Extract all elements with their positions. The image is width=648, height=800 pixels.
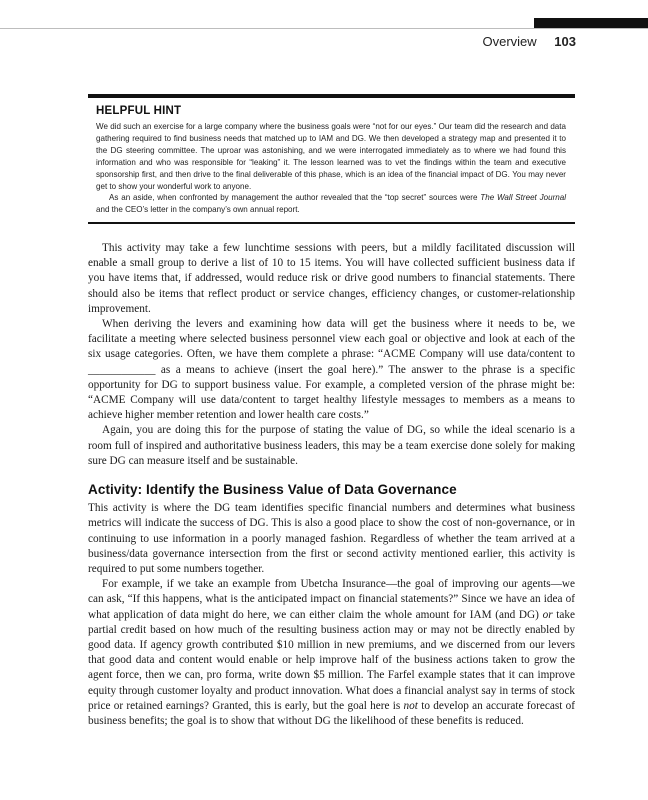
hint-title: HELPFUL HINT: [96, 105, 182, 117]
running-head: [482, 34, 576, 49]
body-text: take partial credit based on how much of the resulting business action may or may not be directly enabled by good data. If agency growth contributed $10 million in new premiums, and we discerned from our levers that good data and content would enable or help improve half of the business actions taken to grow the agent force, then we can, pro forma, write down $5 million. The Farfel example states that it can improve equity through customer loyalty and product innovation. What does a financial analyst say in terms of stock price or retained earnings? Granted, this is early, but the goal here is: [88, 608, 575, 712]
hint-text: As an aside, when confronted by management the author revealed that the “top secret” sources were: [109, 193, 481, 203]
hint-paragraph: We did such an exercise for a large company where the business goals were “not for our eyes.” Our team did the research and data gathering required to find business needs that matched up to IAM and DG. We then developed a strategy map and presented it to the DG steering committee. The uproar was astonishing, and we were interrogated immediately as to where we had found this information and who was responsible for “leaking” it. The lesson learned was to vet the findings within the team and executive sponsorship first, and then drive to the final deliverable of this phase, which is an idea of the financial impact of DG. You may never get to show your wonderful work to anyone.: [96, 122, 566, 191]
page-number: 103: [554, 34, 576, 49]
hint-paragraph: [96, 192, 566, 216]
hint-top-rule: [88, 94, 575, 98]
hint-body: [96, 121, 566, 216]
body-paragraph: [88, 577, 575, 729]
emphasis: or: [542, 608, 553, 621]
hint-bottom-rule: [88, 222, 575, 224]
header-accent-bar: [534, 18, 648, 28]
body-paragraph: This activity is where the DG team identifies specific financial numbers and determines what business metrics will indicate the success of DG. This is also a good place to show the cost of non-governance, or in continuing to use information in a poorly managed fashion. Regardless of whether the team arrived at a business/data governance intersection from the first or second activity mentioned earlier, this activity is required to put some numbers together.: [88, 502, 575, 576]
hint-text: and the CEO’s letter in the company’s own annual report.: [96, 205, 300, 215]
body-text: For example, if we take an example from Ubetcha Insurance—the goal of improving our agents—we can ask, “If this happens, what is the anticipated impact on financial statements?” Since we have an idea of what application of data might do here, we can either claim the whole amount for IAM (and DG): [88, 578, 575, 621]
helpful-hint-box: [88, 94, 575, 224]
body-text: to develop an accurate forecast of business benefits; the goal is to show that without DG the likelihood of these benefits is reduced.: [88, 699, 576, 728]
body-paragraph: When deriving the levers and examining how data will get the business where it needs to be, we facilitate a meeting where selected business personnel view each goal or objective and look at each of the six usage categories. Often, we have them complete a phrase: “ACME Company will use data/content to ____________ as a means to achieve (insert the goal here).” The answer to the phrase is a specific opportunity for DG to support business value. For example, a completed version of the phrase might be: “ACME Company will use data/content to target healthy lifestyle messages to members as a means to achieve higher member retention and lower health care costs.”: [88, 318, 575, 422]
body-paragraph: This activity may take a few lunchtime sessions with peers, but a mildly facilitated discussion will enable a small group to derive a list of 10 to 15 items. You will have collected sufficient business data if you have items that, if addressed, would reduce risk or drive good numbers to financial statements. There should also be items that reflect product or service changes, efficiency changes, or customer-relationship improvement.: [88, 242, 575, 315]
main-text: [88, 241, 575, 729]
section-title: Overview: [482, 34, 537, 49]
hint-citation: The Wall Street Journal: [480, 193, 566, 203]
body-paragraph: Again, you are doing this for the purpose of stating the value of DG, so while the ideal scenario is a room full of inspired and authoritative business leaders, this may be a team exercise done solely for making sure DG can measure itself and be sustainable.: [88, 424, 575, 467]
header-rule: [0, 28, 648, 29]
emphasis: not: [403, 699, 418, 712]
section-heading: Activity: Identify the Business Value of Data Governance: [88, 482, 457, 498]
